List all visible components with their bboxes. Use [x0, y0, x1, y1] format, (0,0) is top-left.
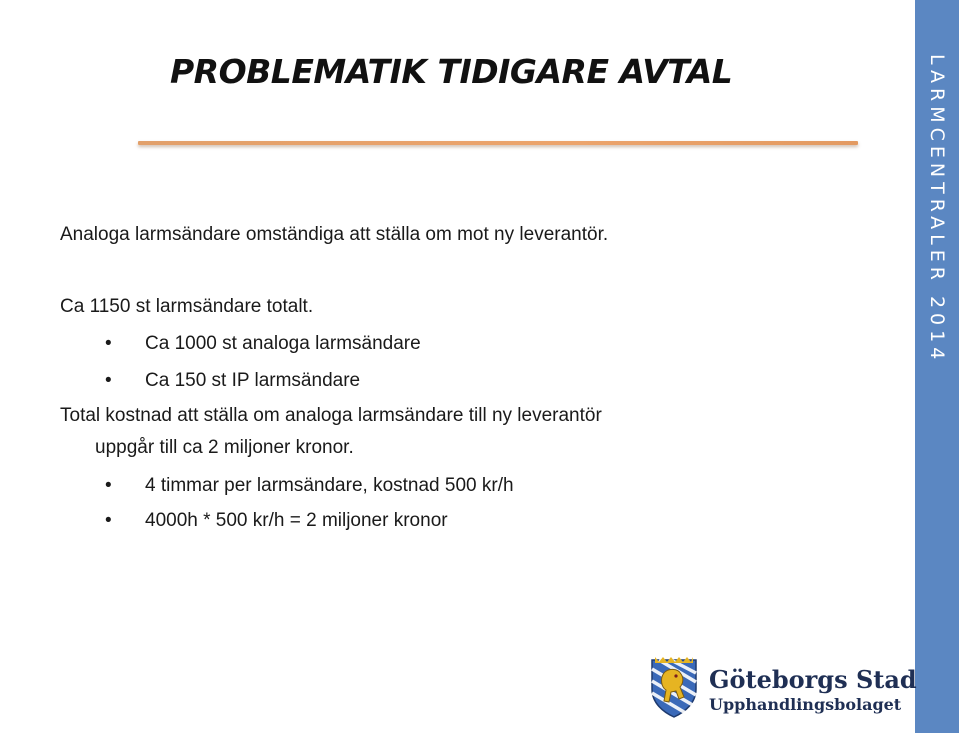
logo-name: Göteborgs Stad	[709, 665, 917, 694]
title-divider	[138, 141, 858, 145]
bullet-text: Ca 150 st IP larmsändare	[145, 370, 361, 391]
bullet-marker: •	[105, 475, 112, 496]
bullet-text: 4 timmar per larmsändare, kostnad 500 kr/h	[145, 475, 514, 496]
paragraph-analog-senders: Analoga larmsändare omständiga att ställa om mot ny leverantör.	[60, 224, 609, 245]
bullet-text: 4000h * 500 kr/h = 2 miljoner kronor	[145, 510, 448, 531]
bullet-marker: •	[105, 370, 112, 391]
sidebar-title: LARMCENTRALER 2014	[926, 54, 948, 365]
paragraph-total-cost-cont: uppgår till ca 2 miljoner kronor.	[95, 437, 354, 458]
bullet-item	[105, 510, 448, 532]
bullet-item	[105, 370, 360, 392]
paragraph-total-senders: Ca 1150 st larmsändare totalt.	[60, 296, 314, 317]
bullet-text: Ca 1000 st analoga larmsändare	[145, 333, 421, 354]
slide-title: PROBLEMATIK TIDIGARE AVTAL	[170, 52, 733, 91]
goteborgs-stad-logo	[649, 655, 917, 721]
paragraph-total-cost: Total kostnad att ställa om analoga larmsändare till ny leverantör	[60, 405, 602, 426]
sidebar-band	[915, 0, 959, 733]
coat-of-arms-lion-icon	[649, 657, 699, 719]
bullet-marker: •	[105, 333, 112, 354]
bullet-marker: •	[105, 510, 112, 531]
logo-subtitle: Upphandlingsbolaget	[709, 695, 902, 714]
bullet-item	[105, 333, 421, 355]
bullet-item	[105, 475, 514, 497]
